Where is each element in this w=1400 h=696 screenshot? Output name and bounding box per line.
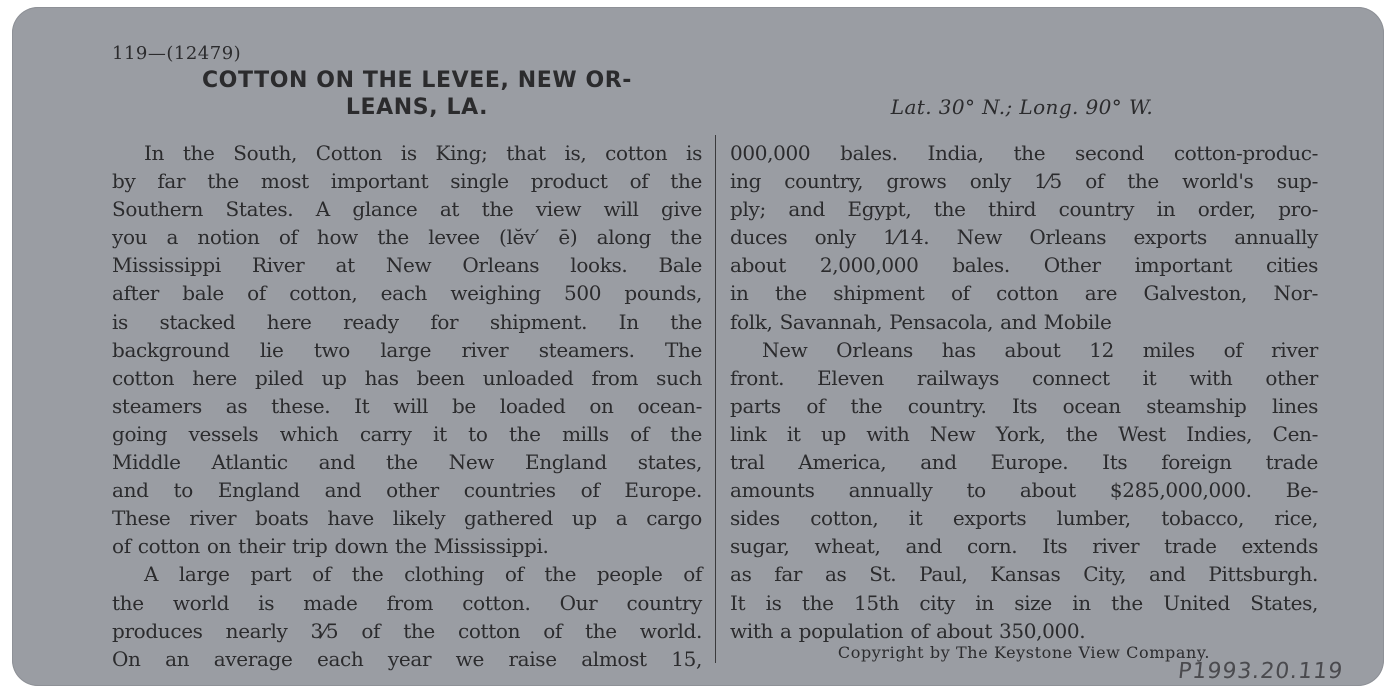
text-column-left	[112, 139, 702, 673]
text-line: as far as St. Paul, Kansas City, and Pittsburgh.	[730, 562, 1318, 587]
text-line: by far the most important single product of the	[112, 169, 702, 194]
text-line: It is the 15th city in size in the United States,	[730, 590, 1318, 615]
text-line: 000,000 bales. India, the second cotton-produc-	[730, 141, 1318, 165]
text-line: New Orleans has about 12 miles of river	[762, 337, 1318, 362]
text-line: you a notion of how the levee (lĕv′ ē) along the	[112, 225, 702, 250]
card-title	[112, 67, 722, 121]
text-line: Middle Atlantic and the New England states,	[112, 450, 702, 475]
text-line: On an average each year we raise almost 15,	[112, 646, 702, 671]
copyright-line: Copyright by The Keystone View Company.	[837, 643, 1211, 662]
stereocard-back	[12, 7, 1384, 686]
catalog-number: P1993.20.119	[1176, 659, 1345, 684]
text-column-right	[730, 139, 1318, 645]
text-line: parts of the country. Its ocean steamship lines	[730, 393, 1318, 418]
text-line: steamers as these. It will be loaded on ocean-	[112, 393, 702, 418]
text-line: after bale of cotton, each weighing 500 pounds,	[112, 281, 702, 306]
text-line: background lie two large river steamers. The	[112, 337, 702, 362]
text-line: in the shipment of cotton are Galveston, Nor-	[730, 281, 1318, 306]
text-line: front. Eleven railways connect it with other	[730, 365, 1318, 390]
text-line: folk, Savannah, Pensacola, and Mobile	[730, 309, 1112, 334]
text-line: Southern States. A glance at the view will give	[112, 197, 702, 222]
text-line: produces nearly 3⁄5 of the cotton of the world.	[112, 618, 702, 643]
text-line: the world is made from cotton. Our country	[112, 590, 702, 615]
text-line: of cotton on their trip down the Mississippi.	[112, 534, 549, 559]
text-line: ply; and Egypt, the third country in order, pro-	[730, 197, 1318, 222]
text-line: Mississippi River at New Orleans looks. Bale	[112, 253, 702, 278]
text-line: These river boats have likely gathered up a cargo	[112, 506, 702, 531]
text-line: with a population of about 350,000.	[730, 618, 1086, 643]
text-line: A large part of the clothing of the people of	[144, 562, 702, 587]
text-line: In the South, Cotton is King; that is, cotton is	[144, 141, 702, 165]
text-line: ing country, grows only 1⁄5 of the world's sup-	[730, 169, 1318, 194]
text-line: going vessels which carry it to the mills of the	[112, 421, 702, 446]
text-line: cotton here piled up has been unloaded from such	[112, 365, 702, 390]
text-line: tral America, and Europe. Its foreign trade	[730, 450, 1318, 475]
text-line: sides cotton, it exports lumber, tobacco, rice,	[730, 506, 1318, 531]
title-line-2: LEANS, LA.	[345, 95, 489, 120]
serial-number: 119—(12479)	[112, 43, 242, 64]
coordinates: Lat. 30° N.; Long. 90° W.	[890, 95, 1154, 119]
text-line: and to England and other countries of Europe.	[112, 478, 702, 503]
title-line-1: COTTON ON THE LEVEE, NEW OR-	[201, 68, 633, 93]
text-line: link it up with New York, the West Indies, Cen-	[730, 421, 1318, 446]
text-line: sugar, wheat, and corn. Its river trade extends	[730, 534, 1318, 559]
text-line: duces only 1⁄14. New Orleans exports annually	[730, 225, 1318, 250]
column-divider	[715, 135, 716, 663]
text-line: amounts annually to about $285,000,000. Be-	[730, 478, 1318, 503]
text-line: is stacked here ready for shipment. In the	[112, 309, 702, 334]
text-line: about 2,000,000 bales. Other important cities	[730, 253, 1318, 278]
